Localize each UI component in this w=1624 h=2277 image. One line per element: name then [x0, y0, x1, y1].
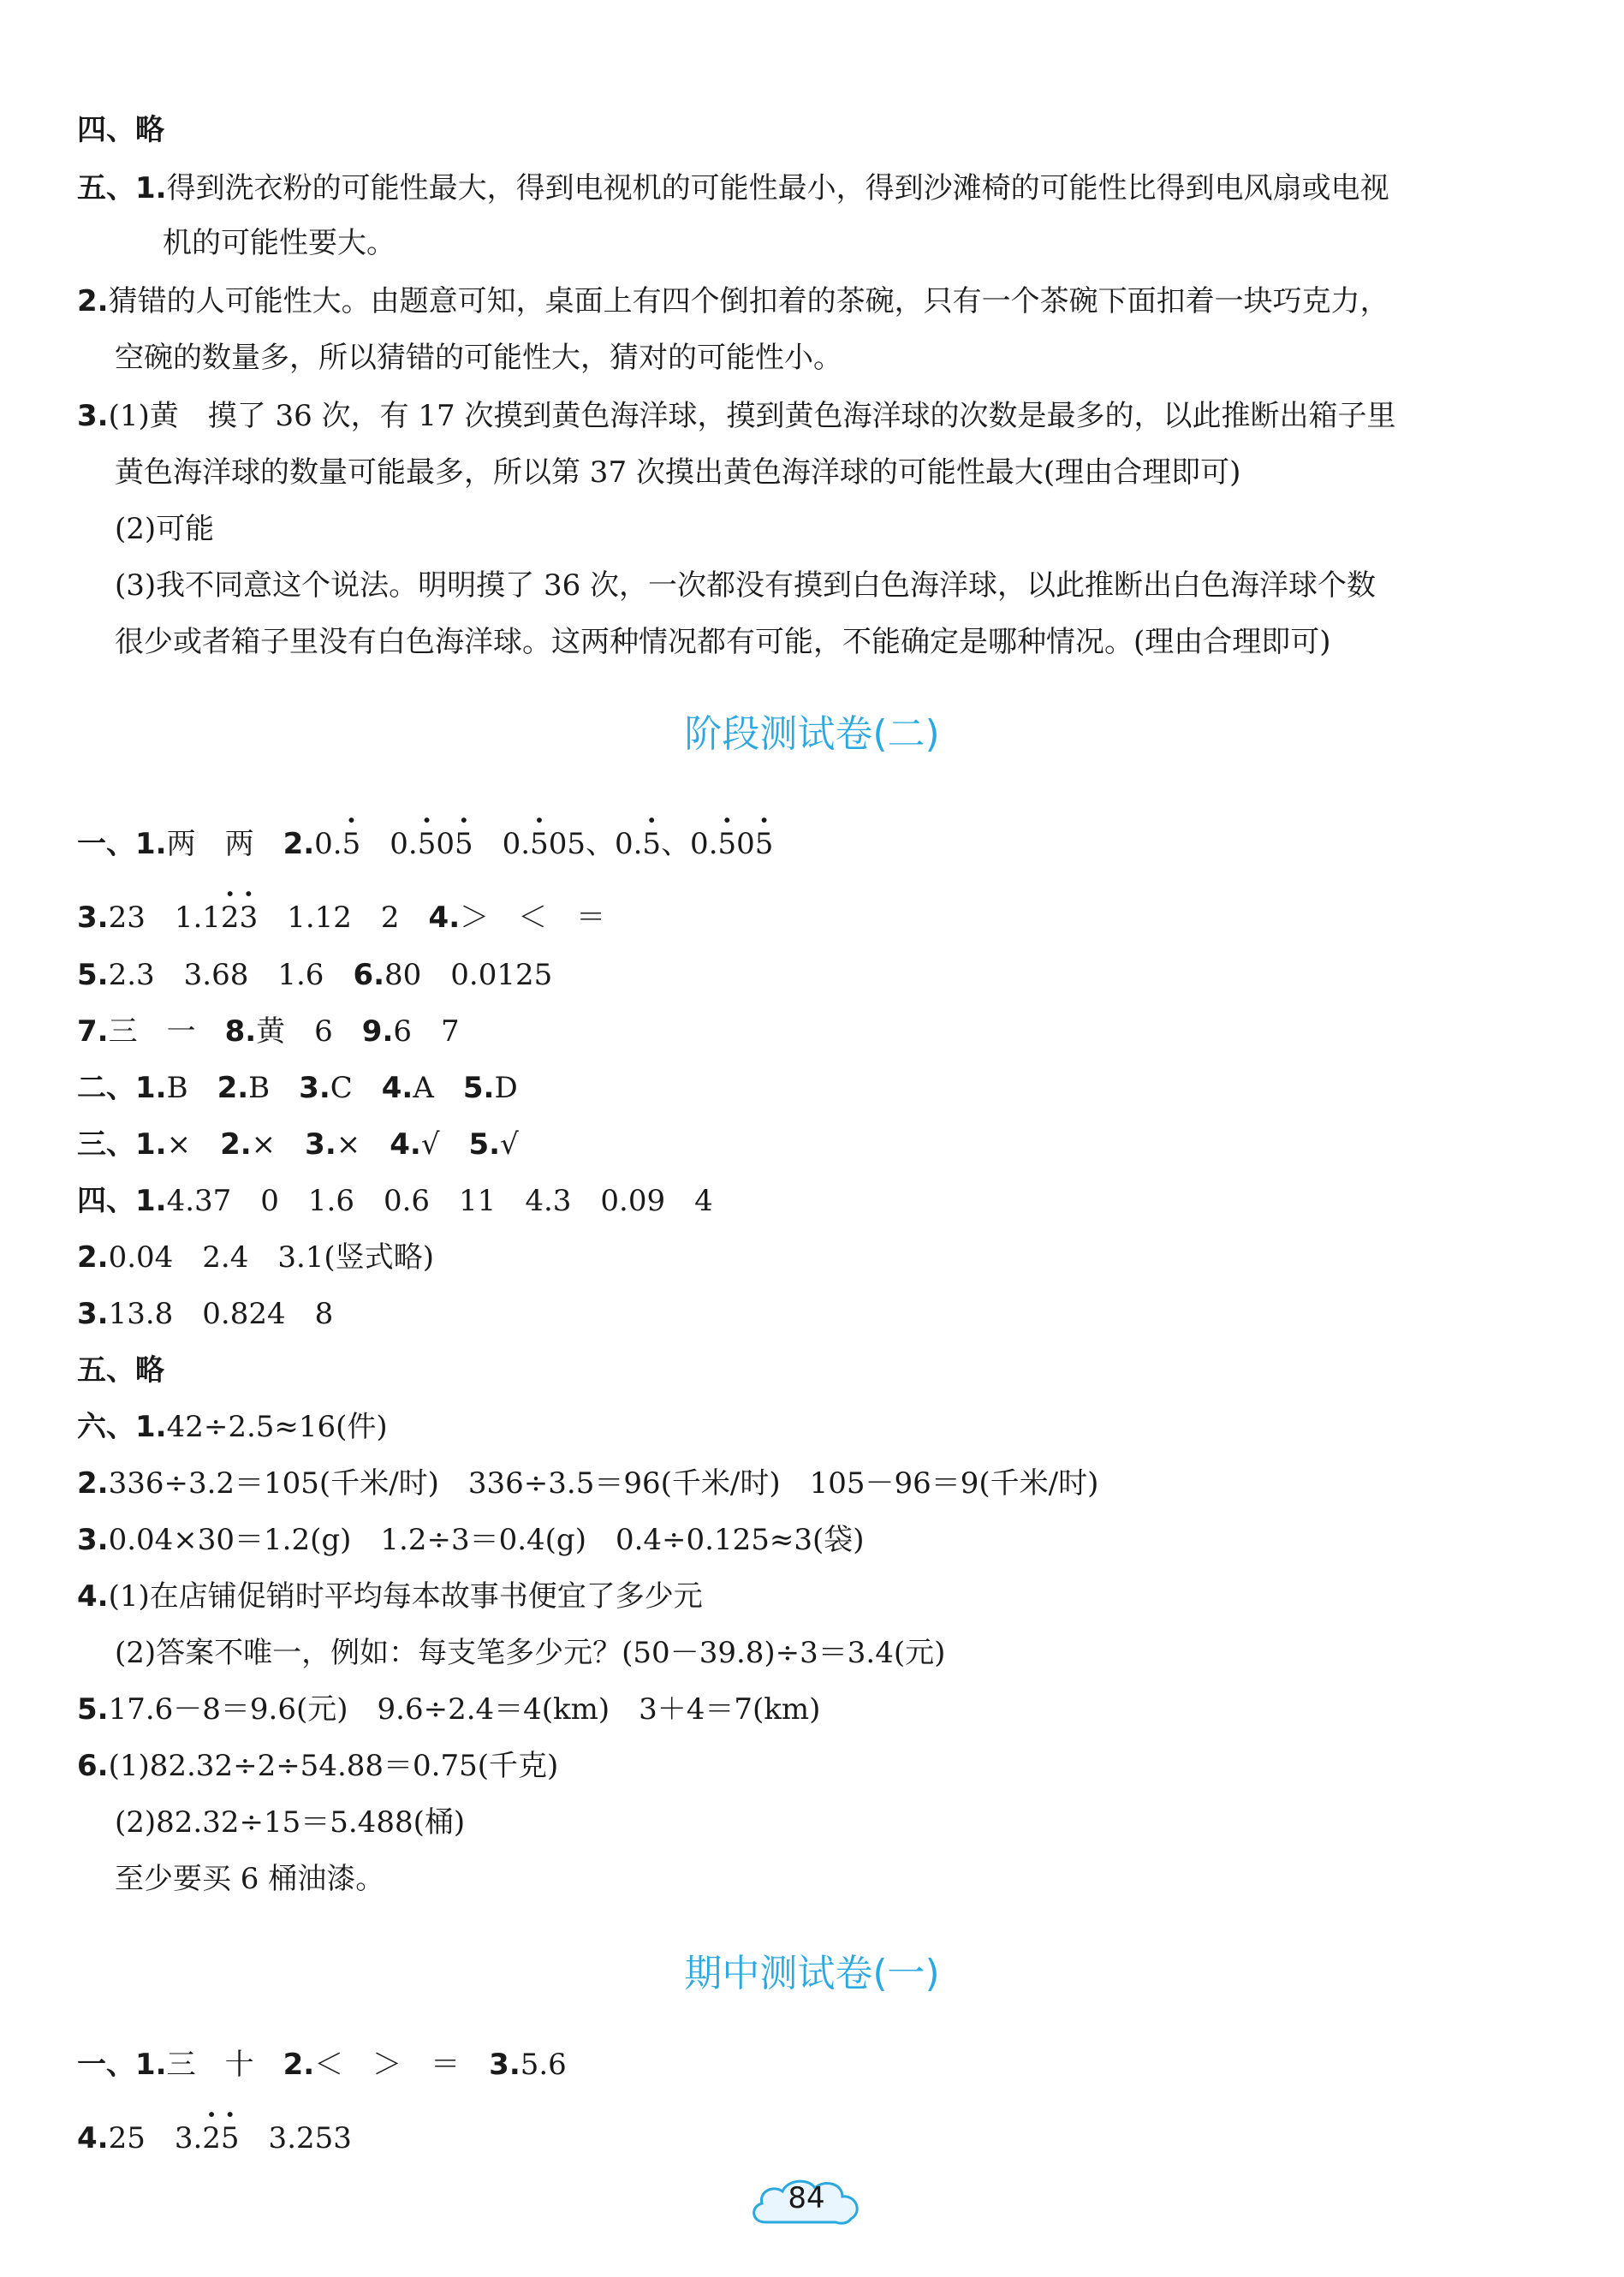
- t1-line-3: 5.2.3 3.68 1.6 6.80 0.0125: [77, 958, 553, 992]
- t2-line-2: 4.25 3.· 2· 5 3.253: [77, 2119, 352, 2157]
- t1-line-14: 4.(1)在店铺促销时平均每本故事书便宜了多少元: [77, 1579, 703, 1614]
- answer-5-1-cont: 机的可能性要大。: [163, 226, 396, 260]
- t1-line-12: 2.336÷3.2＝105(千米/时) 336÷3.5＝96(千米/时) 105－96＝9(千米/时): [77, 1466, 1099, 1501]
- t1-line-16: 5.17.6－8＝9.6(元) 9.6÷2.4＝4(km) 3＋4＝7(km): [77, 1692, 821, 1727]
- t1-line-13: 3.0.04×30＝1.2(g) 1.2÷3＝0.4(g) 0.4÷0.125≈3(袋): [77, 1523, 865, 1557]
- page-number-badge: [747, 2174, 866, 2232]
- section-4-heading: 四、略: [77, 113, 164, 147]
- t1-line-17: 6.(1)82.32÷2÷54.88＝0.75(千克): [77, 1749, 559, 1783]
- t1-line-6: 三、1.× 2.× 3.× 4.√ 5.√: [77, 1127, 519, 1162]
- section-title-midterm-1: 期中测试卷(一): [684, 1952, 940, 1995]
- section-title-stage-test-2: 阶段测试卷(二): [684, 712, 940, 756]
- t1-line-11: 六、1.42÷2.5≈16(件): [77, 1410, 388, 1444]
- page-number: 84: [788, 2181, 825, 2215]
- t1-line-8: 2.0.04 2.4 3.1(竖式略): [77, 1240, 434, 1275]
- answer-5-3-2: (2)可能: [115, 512, 215, 546]
- t1-line-7: 四、1.4.37 0 1.6 0.6 11 4.3 0.09 4: [77, 1184, 713, 1218]
- t1-line-15: (2)答案不唯一，例如：每支笔多少元？(50－39.8)÷3＝3.4(元): [115, 1636, 946, 1670]
- answer-5-3-3-cont: 很少或者箱子里没有白色海洋球。这两种情况都有可能，不能确定是哪种情况。(理由合理即可): [115, 625, 1331, 659]
- t1-line-4: 7.三 一 8.黄 6 9.6 7: [77, 1014, 460, 1049]
- answer-5-2: 2.猜错的人可能性大。由题意可知，桌面上有四个倒扣着的茶碗，只有一个茶碗下面扣着一块巧克力，: [77, 284, 1389, 318]
- t1-line-10: 五、略: [77, 1353, 164, 1388]
- t1-line-18: (2)82.32÷15＝5.488(桶): [115, 1805, 466, 1840]
- t1-line-2: 3.23 1.1· 2· 3 1.12 2 4.＞ ＜ ＝: [77, 899, 605, 936]
- t2-line-1: 一、1.三 十 2.＜ ＞ ＝ 3.5.6: [77, 2048, 567, 2082]
- t1-line-19: 至少要买 6 桶油漆。: [115, 1862, 385, 1896]
- answer-5-1: 五、1.得到洗衣粉的可能性最大，得到电视机的可能性最小，得到沙滩椅的可能性比得到电风扇或电视: [77, 171, 1389, 205]
- answer-5-3: 3.(1)黄 摸了 36 次，有 17 次摸到黄色海洋球，摸到黄色海洋球的次数是最多的，以此推断出箱子里: [77, 399, 1396, 433]
- answer-5-2-cont: 空碗的数量多，所以猜错的可能性大，猜对的可能性小。: [115, 341, 842, 375]
- answer-5-3-cont: 黄色海洋球的数量可能最多，所以第 37 次摸出黄色海洋球的可能性最大(理由合理即可): [115, 455, 1241, 490]
- t1-line-9: 3.13.8 0.824 8: [77, 1297, 334, 1331]
- t1-line-1: 一、1.两 两 2.0.· 5 0.· 50· 5 0.· 505、0.· 5、0.· 50· 5: [77, 825, 773, 863]
- answer-5-3-3: (3)我不同意这个说法。明明摸了 36 次，一次都没有摸到白色海洋球，以此推断出白色海洋球个数: [115, 568, 1377, 603]
- t1-line-5: 二、1.B 2.B 3.C 4.A 5.D: [77, 1071, 518, 1105]
